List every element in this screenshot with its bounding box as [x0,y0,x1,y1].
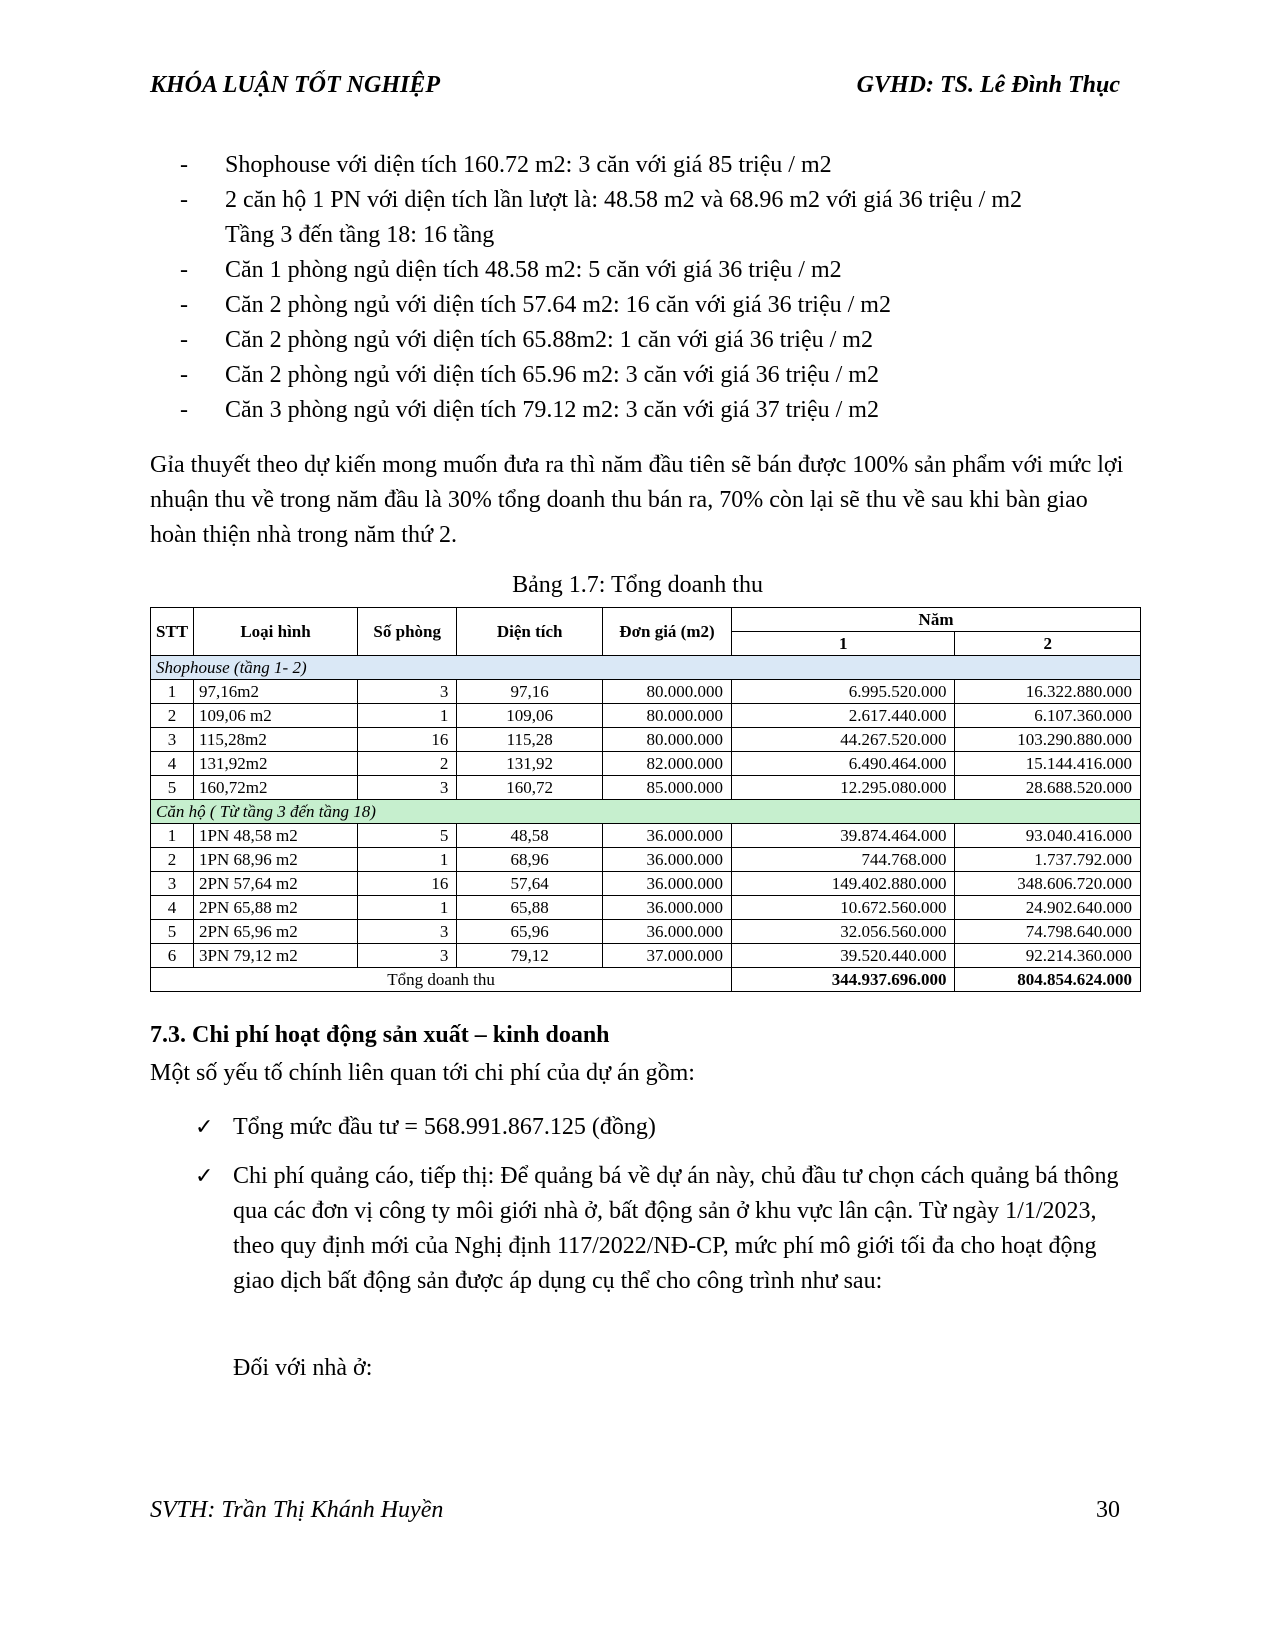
header-price: Đơn giá (m2) [602,608,731,656]
table-row: 4 131,92m2 2 131,92 82.000.000 6.490.464.000 15.144.416.000 [151,752,1141,776]
revenue-table [150,607,1141,992]
table-row: 3 115,28m2 16 115,28 80.000.000 44.267.520.000 103.290.880.000 [151,728,1141,752]
table-caption: Bảng 1.7: Tổng doanh thu [512,572,763,598]
header-title: KHÓA LUẬN TỐT NGHIỆP [150,72,441,98]
assumption-paragraph: Gỉa thuyết theo dự kiến mong muốn đưa ra thì năm đầu tiên sẽ bán được 100% sản phẩm với mức lợi nhuận thu về trong năm đầu là 30% tổng doanh thu bán ra, 70% còn lại sẽ thu về sau khi bàn giao hoàn thiện nhà trong năm thứ 2. [150,452,1124,548]
total-year-2: 804.854.624.000 [955,968,1141,992]
header-year: Năm [732,608,1141,632]
table-row: 4 2PN 65,88 m2 1 65,88 36.000.000 10.672.560.000 24.902.640.000 [151,896,1141,920]
list-item: - Căn 2 phòng ngủ với diện tích 65.88m2: 1 căn với giá 36 triệu / m2 [180,327,873,353]
table-row: 6 3PN 79,12 m2 3 79,12 37.000.000 39.520.440.000 92.214.360.000 [151,944,1141,968]
group-row-apartments: Căn hộ ( Từ tầng 3 đến tầng 18) [151,800,1141,824]
list-item: - Căn 1 phòng ngủ diện tích 48.58 m2: 5 căn với giá 36 triệu / m2 [180,257,842,283]
bullet-list [180,148,1140,428]
list-item: - Căn 2 phòng ngủ với diện tích 65.96 m2: 3 căn với giá 36 triệu / m2 [180,362,879,388]
list-item: - Căn 3 phòng ngủ với diện tích 79.12 m2: 3 căn với giá 37 triệu / m2 [180,397,879,423]
header-area: Diện tích [457,608,603,656]
header-advisor: GVHD: TS. Lê Đình Thục [856,72,1120,98]
table-row: 3 2PN 57,64 m2 16 57,64 36.000.000 149.402.880.000 348.606.720.000 [151,872,1141,896]
table-row: 2 109,06 m2 1 109,06 80.000.000 2.617.440.000 6.107.360.000 [151,704,1141,728]
header-rooms: Số phòng [358,608,457,656]
list-item: - Căn 2 phòng ngủ với diện tích 57.64 m2: 16 căn với giá 36 triệu / m2 [180,292,891,318]
table-row: 1 1PN 48,58 m2 5 48,58 36.000.000 39.874.464.000 93.040.416.000 [151,824,1141,848]
total-label: Tổng doanh thu [151,968,732,992]
list-item: - Shophouse với diện tích 160.72 m2: 3 căn với giá 85 triệu / m2 [180,152,832,178]
header-year-2: 2 [955,632,1141,656]
list-item: ✓ Tổng mức đầu tư = 568.991.867.125 (đồng) [195,1110,1125,1145]
check-list [195,1110,1125,1313]
list-item-continuation: Tầng 3 đến tầng 18: 16 tầng [225,222,495,248]
checkmark-icon: ✓ [195,1115,214,1140]
header-stt: STT [151,608,194,656]
group-row-shophouse: Shophouse (tầng 1- 2) [151,656,1141,680]
list-item: ✓ Chi phí quảng cáo, tiếp thị: Để quảng bá về dự án này, chủ đầu tư chọn cách quảng bá thông qua các đơn vị công ty môi giới nhà ở, bất động sản ở khu vực lân cận. Từ ngày 1/1/2023, theo quy định mới của Nghị định 117/2022/NĐ-CP, mức phí mô giới tối đa cho hoạt động giao dịch bất động sản được áp dụng cụ thể cho công trình như sau: [195,1159,1125,1299]
table-row: 1 97,16m2 3 97,16 80.000.000 6.995.520.000 16.322.880.000 [151,680,1141,704]
total-row [151,968,1141,992]
section-title: 7.3. Chi phí hoạt động sản xuất – kinh doanh [150,1022,610,1048]
total-year-1: 344.937.696.000 [732,968,955,992]
page-number: 30 [1096,1497,1120,1523]
list-item: - 2 căn hộ 1 PN với diện tích lần lượt là: 48.58 m2 và 68.96 m2 với giá 36 triệu / m2 [180,187,1022,213]
header-type: Loại hình [194,608,358,656]
table-row: 2 1PN 68,96 m2 1 68,96 36.000.000 744.768.000 1.737.792.000 [151,848,1141,872]
table-row: 5 160,72m2 3 160,72 85.000.000 12.295.080.000 28.688.520.000 [151,776,1141,800]
table-row: 5 2PN 65,96 m2 3 65,96 36.000.000 32.056.560.000 74.798.640.000 [151,920,1141,944]
header-year-1: 1 [732,632,955,656]
checkmark-icon: ✓ [195,1164,214,1189]
section-intro: Một số yếu tố chính liên quan tới chi phí của dự án gồm: [150,1060,695,1086]
subheading: Đối với nhà ở: [233,1355,373,1381]
footer-author: SVTH: Trần Thị Khánh Huyền [150,1497,444,1523]
